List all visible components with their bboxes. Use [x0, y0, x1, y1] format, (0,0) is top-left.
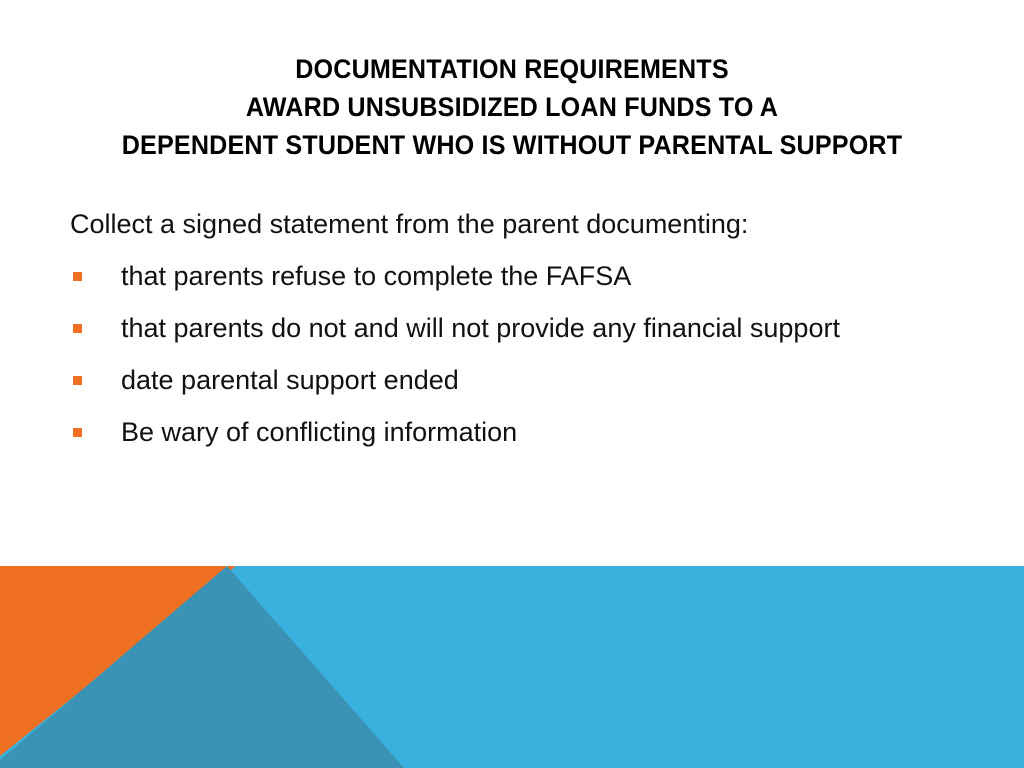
slide-content: [70, 204, 930, 464]
bullet-text: that parents do not and will not provide any financial support: [121, 313, 840, 343]
square-bullet-icon: [73, 272, 82, 281]
bullet-item: [70, 308, 911, 348]
bullet-item: [70, 360, 911, 400]
slide-title: [36, 50, 988, 164]
square-bullet-icon: [73, 324, 82, 333]
bullet-text: that parents refuse to complete the FAFSA: [121, 261, 632, 291]
square-bullet-icon: [73, 428, 82, 437]
square-bullet-icon: [73, 376, 82, 385]
decorative-footer-band: [0, 566, 1024, 768]
bullet-text: Be wary of conflicting information: [121, 417, 518, 447]
intro-text: Collect a signed statement from the parent documenting:: [70, 209, 749, 239]
bullet-text: date parental support ended: [121, 365, 459, 395]
bullet-item: [70, 256, 911, 296]
title-line-1: DOCUMENTATION REQUIREMENTS: [295, 54, 729, 84]
title-line-3: DEPENDENT STUDENT WHO IS WITHOUT PARENTAL SUPPORT: [121, 130, 903, 160]
title-line-2: AWARD UNSUBSIDIZED LOAN FUNDS TO A: [245, 92, 779, 122]
bullet-item: [70, 412, 911, 452]
bullet-list: [70, 256, 930, 452]
